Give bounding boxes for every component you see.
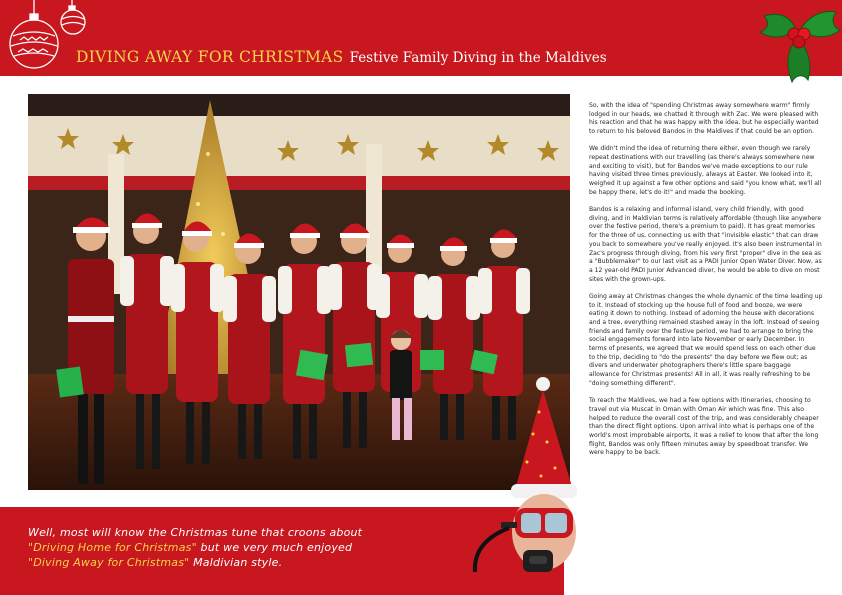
caption-line-1: Well, most will know the Christmas tune that croons about	[28, 526, 363, 539]
article-paragraph: Bandos is a relaxing and informal island, very child friendly, with good diving, and in Maldivian terms is relatively affordable (though like anywhere over the festive period, there's a premium to paid). It has great memories for the three of us, connecting us with that "invisible elastic" that can draw you back to somewhere you've really enjoyed. It's also been instrumental in Zac's progress through diving, from his very first "proper" dive in the sea as a "Bubblemaker" to our last visit as a PADI Junior Open Water Diver. Now, as a 12 year-old PADI Junior Advanced diver, he would be able to dive on most sites with the grown-ups.	[589, 206, 822, 283]
header-band	[0, 0, 842, 76]
title-main: DIVING AWAY FOR CHRISTMAS	[76, 48, 344, 66]
caption-quote-diving: "Diving Away for Christmas"	[28, 556, 190, 569]
page-title	[76, 47, 607, 66]
article-body	[589, 102, 823, 467]
caption-line-3-rest: Maldivian style.	[189, 556, 283, 569]
article-paragraph: We didn't mind the idea of returning there either, even though we rarely repeat destinations with our travelling (as there's always somewhere new and exciting to visit), but for Bandos we've made exceptions to our rule having visited three times previously, always at Easter. We looked into it, weighed it up against a few other options and said "you know what, we'll all be happy there, let's do it!" and made the booking.	[589, 145, 822, 196]
caption-line-2-rest: but we very much enjoyed	[196, 541, 353, 554]
title-subtitle: Festive Family Diving in the Maldives	[349, 50, 607, 66]
article-paragraph: Going away at Christmas changes the whole dynamic of the time leading up to it. Instead of stocking up the house full of food and booze, we were eating it down to nothing. Instead of adorning the house with decorations and a tree, everything remained stashed away in the loft. Instead of seeing friends and family over the festive period, we had to arrange to bring the social engagements forward into late November or early December. In terms of presents, we agreed that we would spend less on each other due to the trip, deciding to "do the presents" the day before we flew out; as divers and underwater photographers there's little spare baggage allowance for Christmas presents! All in all, it was really refreshing to be "doing something different".	[589, 292, 823, 387]
diver-santa-illustration	[455, 372, 585, 587]
article-paragraph: To reach the Maldives, we had a few options with itineraries, choosing to travel out via Muscat in Oman with Oman Air which was fine. This also helped to reduce the overall cost of the trip, and was considerably cheaper than the direct flight options. Upon arrival into what is perhaps one of the world's most improbable airports, it was a relief to know that after the long flight, Bandos was only fifteen minutes away by speedboat transfer. We were happy to be back.	[589, 397, 819, 457]
christmas-ornament-icon	[0, 0, 100, 80]
caption-quote-driving: "Driving Home for Christmas"	[28, 541, 197, 554]
article-paragraph: So, with the idea of "spending Christmas away somewhere warm" firmly lodged in our heads, we chatted it through with Zac. We were pleased with his reaction and that he was happy with the idea, but he especially wanted to return to his beloved Bandos in the Maldives if that could be an option.	[589, 102, 819, 136]
holly-icon	[750, 0, 842, 92]
